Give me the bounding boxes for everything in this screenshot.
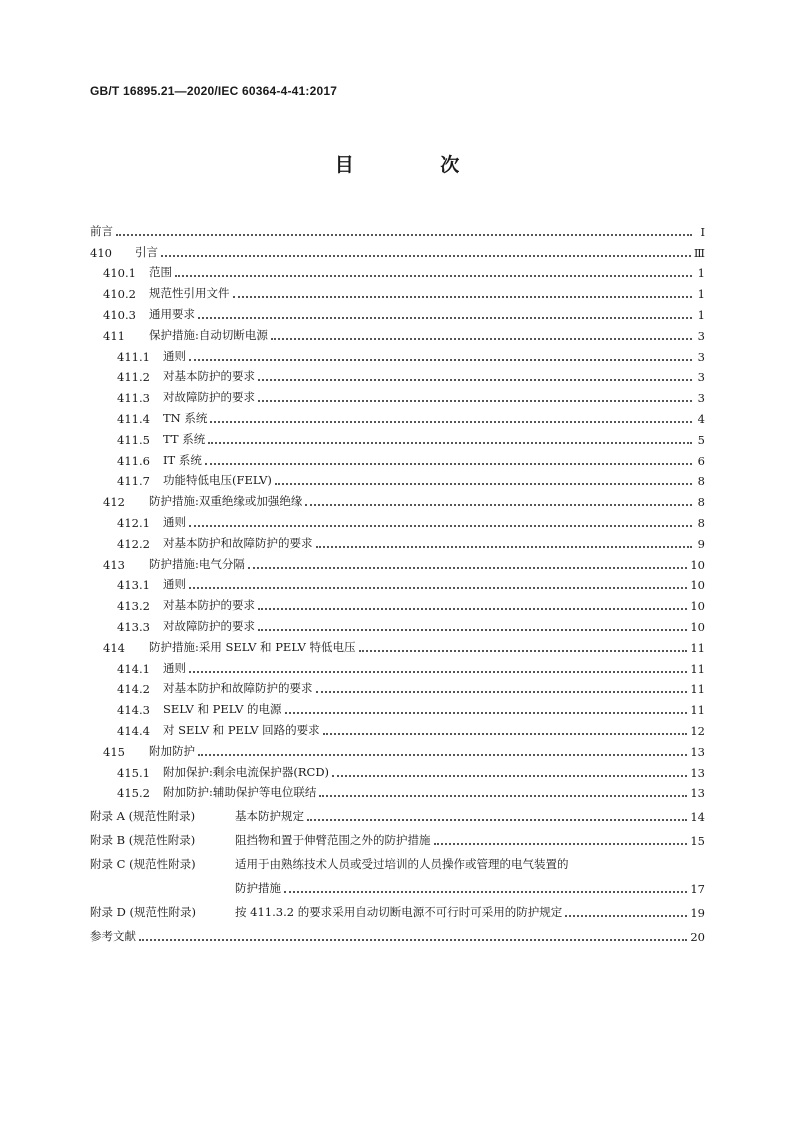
toc-section-number: 415.2: [117, 786, 150, 801]
toc-title: 规范性引用文件: [149, 286, 230, 301]
toc-title: 防护措施:电气分隔: [149, 556, 245, 571]
dot-leader: [258, 373, 692, 381]
toc-entry-411[interactable]: [90, 322, 705, 343]
toc-section-number: 412.2: [117, 536, 150, 551]
toc-page-number: 1: [697, 287, 705, 302]
dot-leader: [307, 813, 687, 821]
toc-title: 防护措施:双重绝缘或加强绝缘: [149, 494, 303, 509]
dot-leader: [359, 644, 688, 652]
dot-leader: [258, 394, 692, 402]
toc-section-number: 410: [90, 245, 112, 260]
toc-page-number: 11: [690, 682, 705, 697]
toc-title: 附加防护: [149, 743, 195, 758]
toc-entry-413-2[interactable]: [90, 592, 705, 613]
toc-page-number: 13: [690, 744, 705, 759]
toc-page-number: 10: [690, 599, 705, 614]
toc-title-continuation: 防护措施: [235, 881, 281, 896]
dot-leader: [258, 602, 687, 610]
toc-title: 参考文献: [90, 929, 136, 944]
toc-section-number: 415.1: [117, 765, 150, 780]
dot-leader: [284, 885, 687, 893]
dot-leader: [319, 789, 687, 797]
toc-title: 通则: [163, 348, 186, 363]
dot-leader: [161, 249, 691, 257]
table-of-contents: [90, 218, 705, 944]
toc-title: 对 SELV 和 PELV 回路的要求: [163, 722, 320, 737]
toc-title: 引言: [135, 244, 158, 259]
dot-leader: [565, 909, 687, 917]
toc-entry-415[interactable]: [90, 738, 705, 759]
annex-label: 附录 C (规范性附录): [90, 857, 196, 872]
toc-page-number: 3: [697, 328, 705, 343]
toc-title: 适用于由熟练技术人员或受过培训的人员操作或管理的电气装置的: [235, 857, 569, 872]
toc-title: 对基本防护和故障防护的要求: [163, 535, 313, 550]
toc-page-number: 3: [697, 370, 705, 385]
toc-title: 对基本防护的要求: [163, 369, 255, 384]
toc-section-number: 415: [103, 744, 125, 759]
toc-entry-411-4[interactable]: [90, 405, 705, 426]
toc-title: 功能特低电压(FELV): [163, 473, 272, 488]
toc-section-number: 414.3: [117, 703, 150, 718]
dot-leader: [116, 228, 692, 236]
toc-page-number: Ⅲ: [693, 245, 705, 260]
toc-page-number: 12: [690, 723, 705, 738]
toc-entry-annex-b[interactable]: [90, 824, 705, 848]
toc-entry-annex-a[interactable]: [90, 800, 705, 824]
toc-page-number: 13: [690, 765, 705, 780]
toc-title: IT 系统: [163, 452, 202, 467]
dot-leader: [189, 519, 692, 527]
dot-leader: [189, 353, 692, 361]
toc-section-number: 411.6: [117, 453, 150, 468]
dot-leader: [198, 311, 692, 319]
toc-title: 通则: [163, 660, 186, 675]
toc-page-number: 14: [690, 810, 705, 825]
toc-entry-410-1[interactable]: [90, 260, 705, 281]
toc-entry-413-3[interactable]: [90, 613, 705, 634]
toc-page-number: 6: [697, 453, 705, 468]
dot-leader: [198, 748, 687, 756]
toc-section-number: 412.1: [117, 515, 150, 530]
toc-page-number: 10: [690, 578, 705, 593]
dot-leader: [332, 769, 687, 777]
toc-title: TN 系统: [163, 410, 208, 425]
toc-title: 对故障防护的要求: [163, 618, 255, 633]
toc-entry-413-1[interactable]: [90, 572, 705, 593]
toc-entry-411-6[interactable]: [90, 447, 705, 468]
dot-leader: [316, 540, 693, 548]
toc-section-number: 413.3: [117, 619, 150, 634]
toc-title: 附加保护:剩余电流保护器(RCD): [163, 764, 330, 779]
dot-leader: [175, 269, 692, 277]
toc-entry-foreword[interactable]: [90, 218, 705, 239]
toc-section-number: 413.1: [117, 578, 150, 593]
toc-page-number: 11: [690, 703, 705, 718]
toc-entry-414-1[interactable]: [90, 655, 705, 676]
toc-entry-415-1[interactable]: [90, 759, 705, 780]
toc-title: 按 411.3.2 的要求采用自动切断电源不可行时可采用的防护规定: [235, 905, 563, 920]
toc-entry-412-1[interactable]: [90, 509, 705, 530]
toc-title: 基本防护规定: [235, 809, 304, 824]
toc-entry-bibliography[interactable]: [90, 920, 705, 944]
toc-entry-414-4[interactable]: [90, 717, 705, 738]
toc-section-number: 411.1: [117, 349, 150, 364]
toc-title: 防护措施:采用 SELV 和 PELV 特低电压: [149, 639, 356, 654]
dot-leader: [189, 665, 687, 673]
standard-number-header: GB/T 16895.21—2020/IEC 60364-4-41:2017: [90, 84, 338, 98]
toc-title: TT 系统: [163, 431, 206, 446]
toc-title: 范围: [149, 265, 172, 280]
annex-label: 附录 A (规范性附录): [90, 809, 196, 824]
toc-title: 阻挡物和置于伸臂范围之外的防护措施: [235, 833, 431, 848]
dot-leader: [248, 561, 687, 569]
toc-title: 对故障防护的要求: [163, 390, 255, 405]
toc-page-number: 9: [697, 536, 705, 551]
toc-page-number: 4: [697, 411, 705, 426]
toc-page-number: Ⅰ: [700, 224, 705, 239]
toc-section-number: 410.1: [103, 266, 136, 281]
dot-leader: [316, 685, 688, 693]
toc-entry-411-2[interactable]: [90, 364, 705, 385]
toc-section-number: 413.2: [117, 599, 150, 614]
toc-title: 通则: [163, 514, 186, 529]
toc-entry-415-2[interactable]: [90, 780, 705, 801]
toc-entry-411-1[interactable]: [90, 343, 705, 364]
toc-page-number: 15: [690, 834, 705, 849]
page-title: 目 次: [334, 154, 500, 176]
toc-title: 对基本防护和故障防护的要求: [163, 681, 313, 696]
toc-section-number: 410.2: [103, 287, 136, 302]
toc-section-number: 411.4: [117, 411, 150, 426]
toc-section-number: 411.2: [117, 370, 150, 385]
dot-leader: [139, 933, 687, 941]
toc-title: 通则: [163, 577, 186, 592]
toc-section-number: 411.3: [117, 391, 150, 406]
toc-page-number: 8: [697, 515, 705, 530]
toc-page-number: 13: [690, 786, 705, 801]
toc-page-number: 3: [697, 349, 705, 364]
toc-page-number: 1: [697, 266, 705, 281]
toc-section-number: 410.3: [103, 307, 136, 322]
toc-entry-410-2[interactable]: [90, 280, 705, 301]
toc-page-number: 19: [690, 906, 705, 921]
toc-section-number: 413: [103, 557, 125, 572]
dot-leader: [189, 581, 687, 589]
toc-entry-412-2[interactable]: [90, 530, 705, 551]
dot-leader: [275, 477, 692, 485]
toc-page-number: 10: [690, 557, 705, 572]
toc-entry-412[interactable]: [90, 488, 705, 509]
toc-entry-411-3[interactable]: [90, 384, 705, 405]
toc-entry-414-3[interactable]: [90, 696, 705, 717]
dot-leader: [271, 332, 692, 340]
toc-page-number: 11: [690, 661, 705, 676]
dot-leader: [233, 290, 693, 298]
toc-section-number: 412: [103, 495, 125, 510]
toc-section-number: 414.2: [117, 682, 150, 697]
dot-leader: [305, 498, 692, 506]
toc-entry-annex-c[interactable]: [90, 848, 705, 872]
dot-leader: [258, 623, 687, 631]
toc-entry-414-2[interactable]: [90, 676, 705, 697]
toc-section-number: 411.7: [117, 474, 150, 489]
toc-entry-411-7[interactable]: [90, 468, 705, 489]
dot-leader: [285, 706, 688, 714]
toc-section-number: 414: [103, 640, 125, 655]
dot-leader: [205, 457, 692, 465]
toc-entry-414[interactable]: [90, 634, 705, 655]
toc-title: 附加防护:辅助保护等电位联结: [163, 785, 317, 800]
toc-entry-411-5[interactable]: [90, 426, 705, 447]
toc-page-number: 8: [697, 474, 705, 489]
toc-page-number: 20: [690, 930, 705, 945]
toc-page-number: 3: [697, 391, 705, 406]
toc-section-number: 414.4: [117, 723, 150, 738]
toc-entry-410[interactable]: [90, 239, 705, 260]
toc-title: 前言: [90, 223, 113, 238]
dot-leader: [434, 837, 688, 845]
dot-leader: [210, 415, 692, 423]
toc-title: 对基本防护的要求: [163, 598, 255, 613]
annex-label: 附录 B (规范性附录): [90, 833, 196, 848]
toc-page-number: 8: [697, 495, 705, 510]
toc-title: 保护措施:自动切断电源: [149, 327, 268, 342]
annex-label: 附录 D (规范性附录): [90, 905, 197, 920]
dot-leader: [208, 436, 692, 444]
toc-entry-413[interactable]: [90, 551, 705, 572]
toc-section-number: 411.5: [117, 432, 150, 447]
toc-entry-annex-d[interactable]: [90, 896, 705, 920]
toc-page-number: 5: [697, 432, 705, 447]
toc-title: 通用要求: [149, 306, 195, 321]
toc-section-number: 414.1: [117, 661, 150, 676]
toc-page-number: 11: [690, 640, 705, 655]
toc-entry-410-3[interactable]: [90, 301, 705, 322]
toc-entry-annex-c-continuation[interactable]: [90, 872, 705, 896]
toc-page-number: 1: [697, 307, 705, 322]
toc-page-number: 17: [690, 882, 705, 897]
toc-section-number: 411: [103, 328, 125, 343]
toc-title: SELV 和 PELV 的电源: [163, 702, 282, 717]
toc-page-number: 10: [690, 619, 705, 634]
dot-leader: [323, 727, 688, 735]
